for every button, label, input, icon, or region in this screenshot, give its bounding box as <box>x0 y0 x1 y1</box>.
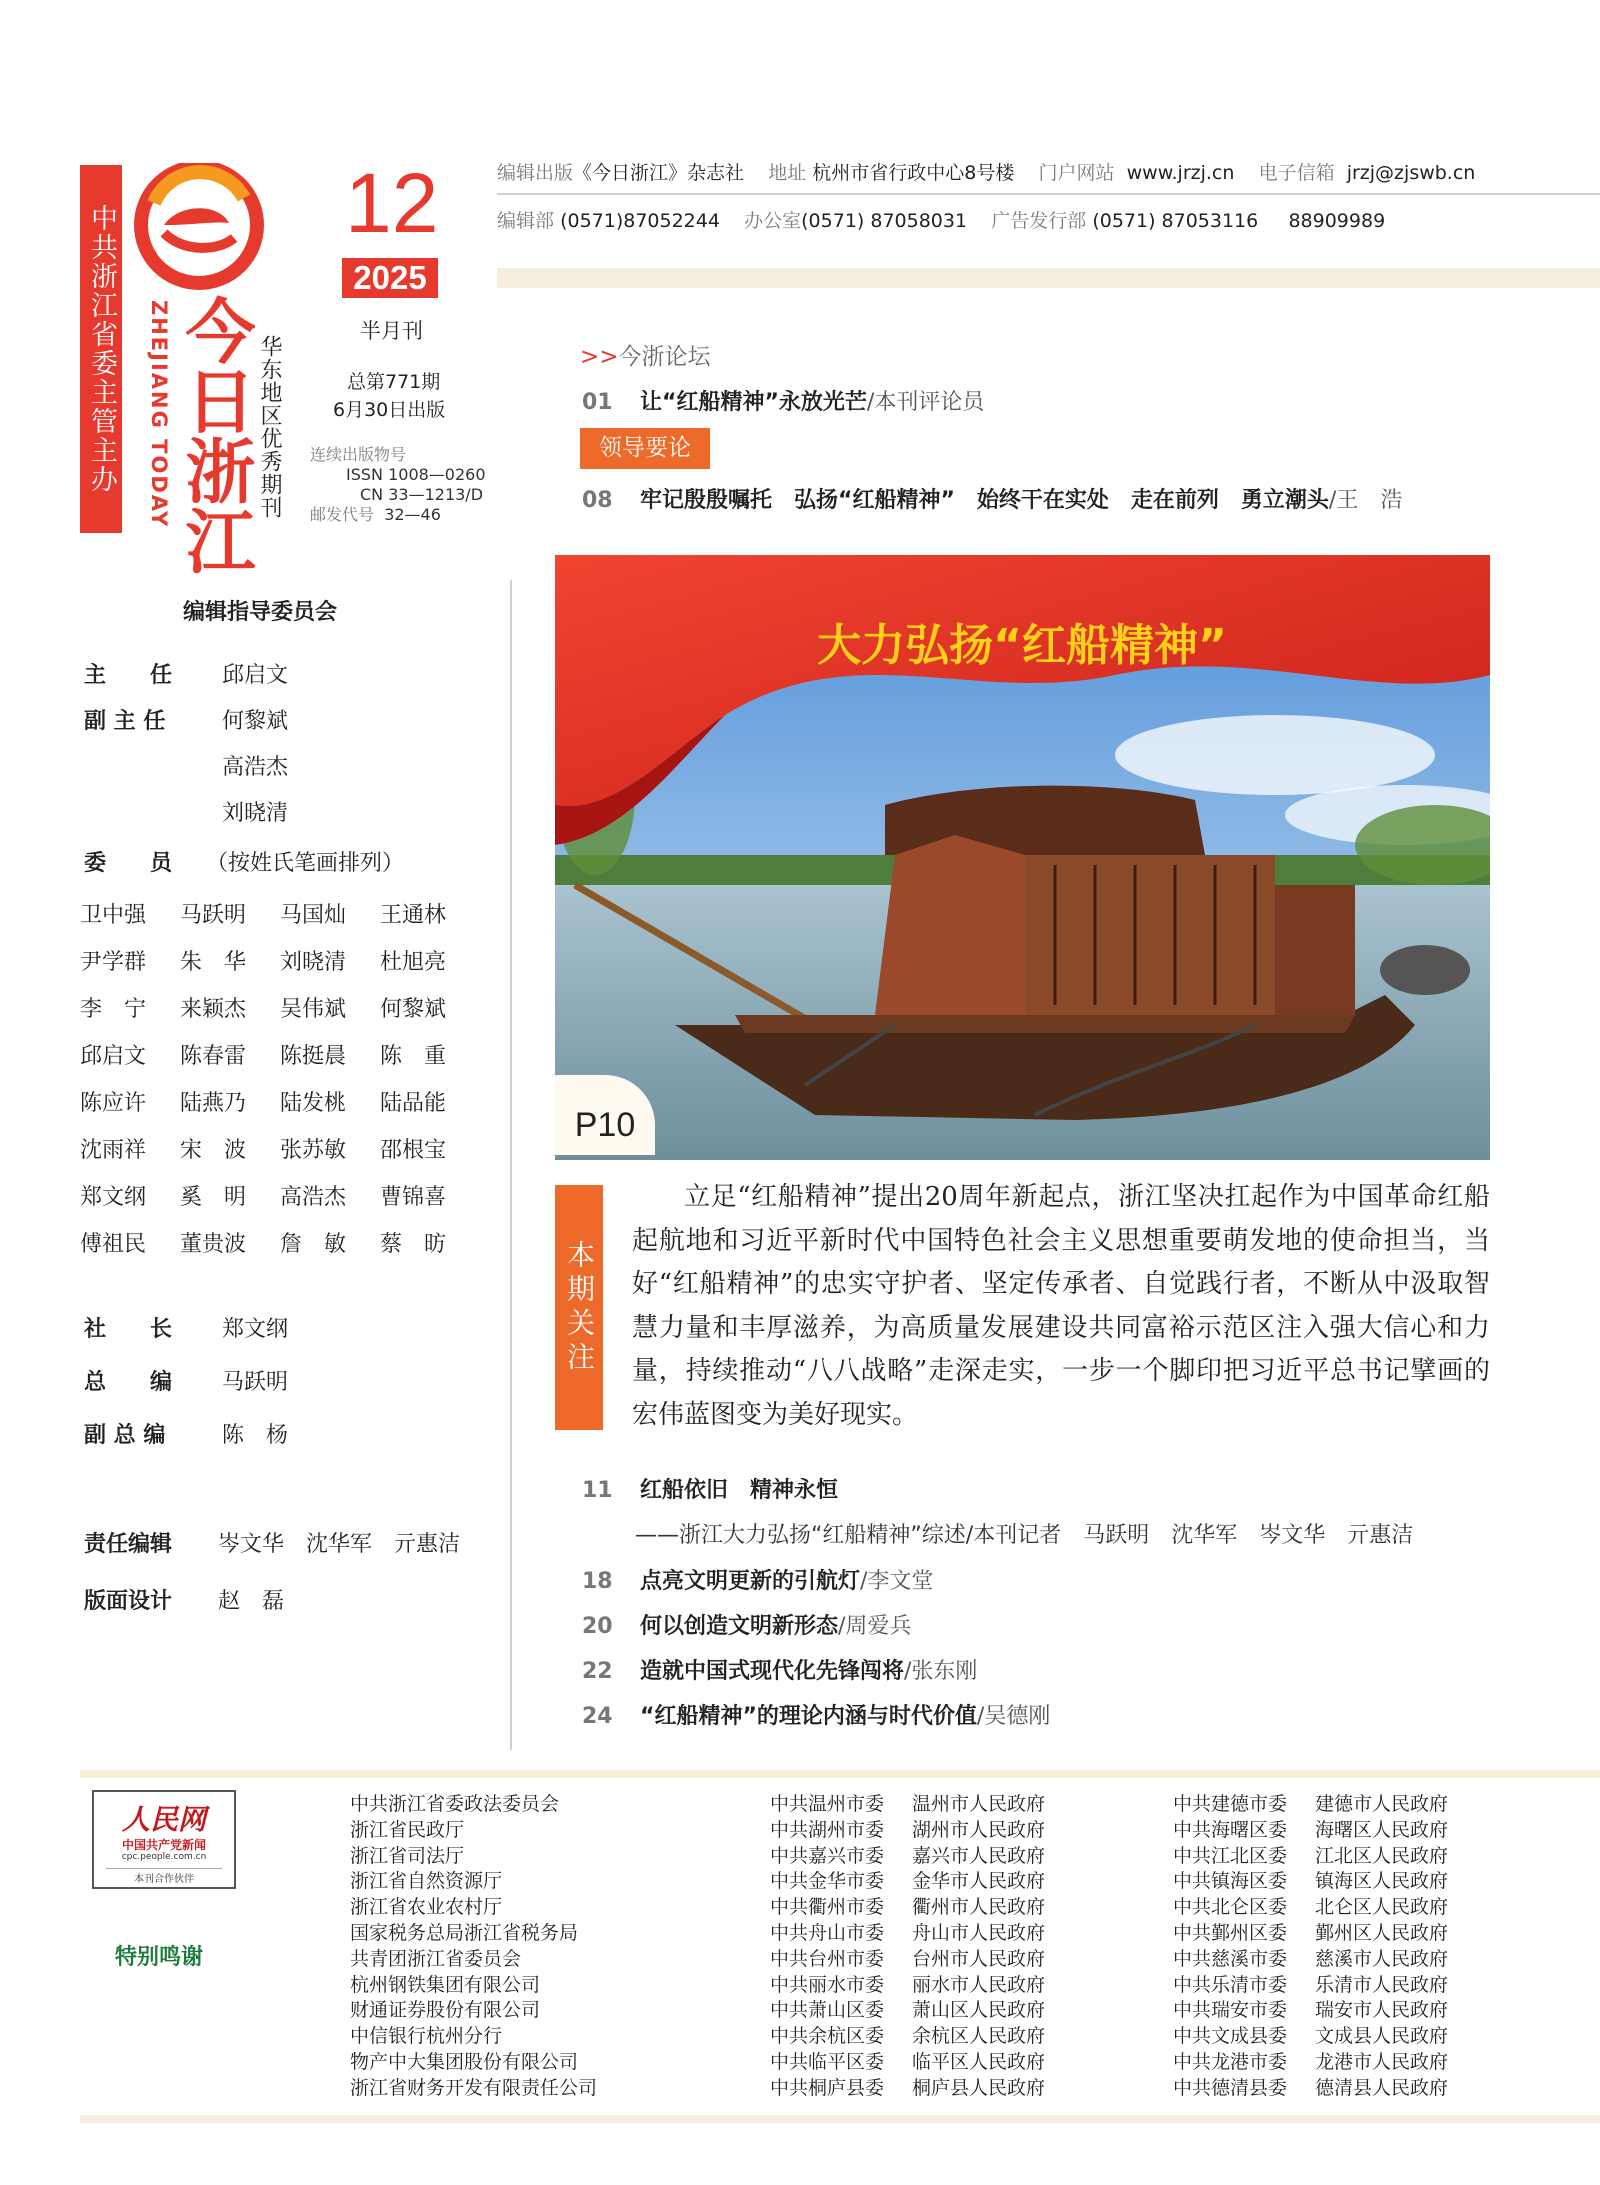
toc-page-number: 01 <box>582 390 613 415</box>
toc-title: 红船依旧 精神永恒 <box>640 1478 839 1503</box>
resp-editor-label: 责任编辑 <box>84 1532 173 1557</box>
email-link[interactable]: jrzj@zjswb.cn <box>1346 162 1476 184</box>
total-issue: 总第771期 <box>347 371 441 393</box>
thanks-org: 慈溪市人民政府 <box>1315 1947 1449 1970</box>
committee-member: 杜旭亮 <box>380 950 447 975</box>
header-divider <box>497 193 1600 195</box>
email-label: 电子信箱 <box>1258 162 1335 184</box>
thanks-org: 中共乐清市委 <box>1173 1973 1288 1996</box>
committee-member: 朱 华 <box>180 950 247 975</box>
thanks-org: 中共金华市委 <box>770 1870 885 1893</box>
staff-name: 马跃明 <box>222 1370 289 1395</box>
toc-page-number: 20 <box>582 1614 613 1639</box>
postal-code: 32—46 <box>384 505 441 524</box>
thanks-org: 临平区人民政府 <box>912 2050 1046 2073</box>
thanks-list-2 <box>770 1792 1045 2102</box>
thanks-org: 建德市人民政府 <box>1315 1793 1449 1815</box>
thanks-org: 中共江北区委 <box>1173 1844 1288 1867</box>
editors-row <box>80 1584 500 1630</box>
toc-page-number: 11 <box>582 1478 613 1503</box>
thanks-org-pair <box>770 1792 1045 1818</box>
thanks-org: 金华市人民政府 <box>912 1870 1046 1893</box>
vice-director-label: 副 主 任 <box>84 709 166 734</box>
committee-member: 陈春雷 <box>180 1044 247 1069</box>
publisher-line <box>497 158 1475 185</box>
committee-row <box>80 658 500 704</box>
header-band <box>497 268 1600 288</box>
thanks-org-pair <box>1173 2024 1448 2050</box>
staff-name: 郑文纲 <box>222 1317 289 1342</box>
toc-title: 让“红船精神”永放光芒 <box>640 390 867 415</box>
thanks-org-pair <box>770 2076 1045 2102</box>
committee-member: 陈 重 <box>380 1044 447 1069</box>
toc-author: /张东刚 <box>904 1659 978 1684</box>
partner-line1: 中国共产党新闻 <box>121 1838 206 1852</box>
thanks-org: 中共鄞州区委 <box>1173 1921 1288 1944</box>
thanks-org-pair <box>1173 2076 1448 2102</box>
toc-item[interactable] <box>582 385 984 416</box>
thanks-org: 丽水市人民政府 <box>912 1973 1046 1996</box>
thanks-org-pair <box>1173 1921 1448 1947</box>
logo-english: ZHEJIANG TODAY <box>147 300 171 529</box>
thanks-org: 中共德清县委 <box>1173 2076 1288 2099</box>
thanks-org: 嘉兴市人民政府 <box>912 1844 1046 1867</box>
committee-member: 奚 明 <box>180 1185 247 1210</box>
thanks-org: 财通证券股份有限公司 <box>350 1999 541 2022</box>
extra-phone: 88909989 <box>1288 210 1386 232</box>
staff-row <box>80 1365 500 1418</box>
website-label: 门户网站 <box>1038 162 1115 184</box>
leader-column-tag: 领导要论 <box>580 428 710 469</box>
committee-member: 李 宁 <box>80 997 147 1022</box>
thanks-org-pair <box>1173 1792 1448 1818</box>
column-divider <box>510 580 512 1750</box>
ads-phone: (0571) 87053116 <box>1092 210 1259 232</box>
publisher: 《今日浙江》杂志社 <box>573 162 745 184</box>
thanks-org: 海曙区人民政府 <box>1315 1818 1449 1841</box>
thanks-org: 浙江省自然资源厅 <box>350 1870 503 1893</box>
toc-author: /本刊评论员 <box>866 390 985 415</box>
committee-member: 高浩杰 <box>280 1185 347 1210</box>
thanks-org-pair <box>770 2024 1045 2050</box>
toc-title: 造就中国式现代化先锋闯将 <box>640 1659 905 1684</box>
toc-title: 何以创造文明新形态 <box>640 1614 839 1639</box>
thanks-org: 余杭区人民政府 <box>912 2025 1046 2048</box>
toc-page-number: 18 <box>582 1569 613 1594</box>
page-ref-badge: P10 <box>555 1075 655 1155</box>
toc-author: /王 浩 <box>1328 488 1403 513</box>
staff-role: 副 总 编 <box>84 1423 166 1448</box>
thanks-org-pair <box>770 1844 1045 1870</box>
thanks-org-pair <box>770 1895 1045 1921</box>
office-label: 办公室 <box>744 210 802 232</box>
thanks-org-pair <box>770 1921 1045 1947</box>
thanks-org: 北仑区人民政府 <box>1315 1896 1449 1919</box>
toc-item[interactable] <box>582 483 1402 514</box>
thanks-label: 特别鸣谢 <box>115 1944 204 1970</box>
thanks-org-pair <box>770 1998 1045 2024</box>
committee-member: 尹学群 <box>80 950 147 975</box>
committee-row <box>80 750 500 796</box>
thanks-org: 中共丽水市委 <box>770 1973 885 1996</box>
design-label: 版面设计 <box>84 1589 173 1614</box>
vice-director-name: 刘晓清 <box>222 801 289 826</box>
publisher-label: 编辑出版 <box>497 162 574 184</box>
ads-label: 广告发行部 <box>991 210 1087 232</box>
thanks-org-pair <box>1173 1973 1448 1999</box>
editorial-label: 编辑部 <box>497 210 555 232</box>
committee-member: 陈应许 <box>80 1091 147 1116</box>
committee-member: 何黎斌 <box>380 997 447 1022</box>
toc-item[interactable] <box>582 1699 1050 1730</box>
thanks-org: 鄞州区人民政府 <box>1315 1921 1449 1944</box>
thanks-list-3 <box>1173 1792 1448 2102</box>
resp-editor-names: 岑文华 沈华军 亓惠洁 <box>218 1532 461 1557</box>
thanks-org: 中共温州市委 <box>770 1793 885 1815</box>
issue-year: 2025 <box>342 258 438 298</box>
address-label: 地址 <box>768 162 807 184</box>
thanks-org: 中共镇海区委 <box>1173 1870 1288 1893</box>
toc-author: /吴德刚 <box>976 1704 1051 1729</box>
focus-tag: 本期关注 <box>555 1185 603 1430</box>
thanks-org-pair <box>1173 1895 1448 1921</box>
thanks-org: 中共嘉兴市委 <box>770 1844 885 1867</box>
partner-logo: 人民网 <box>121 1803 206 1836</box>
subtitle-vertical: 华东地区优秀期刊 <box>257 335 282 519</box>
committee-member: 郑文纲 <box>80 1185 147 1210</box>
serial-label: 连续出版物号 <box>310 445 407 464</box>
thanks-org-pair <box>1173 1947 1448 1973</box>
thanks-org: 龙港市人民政府 <box>1315 2050 1449 2073</box>
committee-member: 蔡 昉 <box>380 1232 447 1257</box>
thanks-org: 杭州钢铁集团有限公司 <box>350 1973 541 1996</box>
toc-title: “红船精神”的理论内涵与时代价值 <box>640 1704 977 1729</box>
thanks-org: 江北区人民政府 <box>1315 1844 1449 1867</box>
committee-member: 马国灿 <box>280 903 347 928</box>
issue-number: 12 <box>345 156 439 250</box>
thanks-org: 德清县人民政府 <box>1315 2076 1449 2099</box>
committee-row <box>80 846 500 892</box>
thanks-org: 中共湖州市委 <box>770 1818 885 1841</box>
thanks-org-pair <box>1173 2050 1448 2076</box>
thanks-org: 中共海曙区委 <box>1173 1818 1288 1841</box>
toc-page-number: 08 <box>582 488 613 513</box>
director-name: 邱启文 <box>222 663 289 688</box>
thanks-org: 中共桐庐县委 <box>770 2076 885 2099</box>
editorial-committee <box>80 595 500 1630</box>
staff-name: 陈 杨 <box>222 1423 289 1448</box>
thanks-org: 中共慈溪市委 <box>1173 1947 1288 1970</box>
thanks-org: 中共台州市委 <box>770 1947 885 1970</box>
toc-item[interactable] <box>582 1564 933 1595</box>
column-title-text: 今浙论坛 <box>618 344 711 370</box>
thanks-org: 中共萧山区委 <box>770 1999 885 2022</box>
serial-info <box>310 445 486 525</box>
vice-director-name: 何黎斌 <box>222 709 289 734</box>
toc-item[interactable] <box>582 1654 977 1685</box>
thanks-org: 浙江省财务开发有限责任公司 <box>350 2076 598 2099</box>
committee-member: 吴伟斌 <box>280 997 347 1022</box>
committee-member: 陆品能 <box>380 1091 447 1116</box>
thanks-org: 中共建德市委 <box>1173 1793 1288 1815</box>
banner-title: 大力弘扬“红船精神” <box>817 620 1227 671</box>
design-names: 赵 磊 <box>218 1589 285 1614</box>
staff-block <box>80 1312 500 1471</box>
cn-number: CN 33—1213/D <box>360 485 484 504</box>
toc-page-number: 24 <box>582 1704 613 1729</box>
committee-member: 沈雨祥 <box>80 1138 147 1163</box>
committee-member: 董贵波 <box>180 1232 247 1257</box>
logo-text: 今日浙江 <box>174 295 257 575</box>
focus-summary: 立足“红船精神”提出20周年新起点，浙江坚决扛起作为中国革命红船起航地和习近平新时代中国特色社会主义思想重要萌发地的使命担当，当好“红船精神”的忠实守护者、坚定传承者、自觉践行者，不断从中汲取智慧力量和丰厚滋养，为高质量发展建设共同富裕示范区注入强大信心和力量，持续推动“八八战略”走深走实，一步一个脚印把习近平总书记擘画的宏伟蓝图变为美好现实。 <box>632 1182 1490 1430</box>
members-note: （按姓氏笔画排列） <box>206 851 405 876</box>
thanks-org-pair <box>770 2050 1045 2076</box>
thanks-org: 舟山市人民政府 <box>912 1921 1046 1944</box>
committee-member: 宋 波 <box>180 1138 247 1163</box>
toc-page-number: 22 <box>582 1659 613 1684</box>
thanks-org-pair <box>1173 1869 1448 1895</box>
frequency: 半月刊 <box>360 319 423 343</box>
editorial-phone: (0571)87052244 <box>560 210 720 232</box>
thanks-org-pair <box>770 1818 1045 1844</box>
thanks-org: 温州市人民政府 <box>912 1793 1046 1815</box>
office-phone: (0571) 87058031 <box>801 210 968 232</box>
thanks-org: 中共临平区委 <box>770 2050 885 2073</box>
footer-band-top <box>80 1770 1600 1778</box>
committee-member: 马跃明 <box>180 903 247 928</box>
sponsor-vertical-label: 中共浙江省委主管主办 <box>80 165 122 533</box>
committee-member: 卫中强 <box>80 903 147 928</box>
staff-row <box>80 1418 500 1471</box>
thanks-org: 中共衢州市委 <box>770 1896 885 1919</box>
thanks-org: 瑞安市人民政府 <box>1315 1999 1449 2022</box>
toc-subtitle: ——浙江大力弘扬“红船精神”综述/本刊记者 马跃明 沈华军 岑文华 亓惠洁 <box>635 1523 1414 1548</box>
website-link[interactable]: www.jrzj.cn <box>1126 162 1235 184</box>
thanks-org: 浙江省司法厅 <box>350 1844 465 1867</box>
committee-member: 曹锦喜 <box>380 1185 447 1210</box>
thanks-org: 桐庐县人民政府 <box>912 2076 1046 2099</box>
thanks-org-pair <box>1173 1818 1448 1844</box>
thanks-org: 镇海区人民政府 <box>1315 1870 1449 1893</box>
partner-logo-box[interactable] <box>92 1790 236 1889</box>
feature-image[interactable] <box>555 555 1490 1160</box>
toc-item[interactable] <box>582 1473 838 1504</box>
committee-member: 陆发桃 <box>280 1091 347 1116</box>
column-title <box>580 338 711 371</box>
pub-date: 6月30日出版 <box>333 399 446 421</box>
committee-member: 邵根宝 <box>380 1138 447 1163</box>
staff-role: 社 长 <box>84 1317 173 1342</box>
committee-member: 王通林 <box>380 903 447 928</box>
thanks-org-pair <box>770 1947 1045 1973</box>
thanks-org: 中共文成县委 <box>1173 2025 1288 2048</box>
thanks-org: 乐清市人民政府 <box>1315 1973 1449 1996</box>
committee-member: 傅祖民 <box>80 1232 147 1257</box>
partner-label: 本刊合作伙伴 <box>106 1868 222 1885</box>
members-grid <box>80 898 500 1274</box>
thanks-org-pair <box>1173 1844 1448 1870</box>
thanks-org: 衢州市人民政府 <box>912 1896 1046 1919</box>
toc-author: /李文堂 <box>860 1569 934 1594</box>
committee-member: 詹 敏 <box>280 1232 347 1257</box>
thanks-org: 文成县人民政府 <box>1315 2025 1449 2048</box>
staff-row <box>80 1312 500 1365</box>
thanks-org: 共青团浙江省委员会 <box>350 1947 522 1970</box>
toc-title: 牢记殷殷嘱托 弘扬“红船精神” 始终干在实处 走在前列 勇立潮头 <box>640 488 1329 513</box>
director-label: 主 任 <box>84 663 173 688</box>
staff-role: 总 编 <box>84 1370 173 1395</box>
footer-band-bottom <box>80 2115 1600 2123</box>
editors-row <box>80 1527 500 1584</box>
thanks-org: 物产中大集团股份有限公司 <box>350 2050 579 2073</box>
toc-author: /周爱兵 <box>838 1614 912 1639</box>
thanks-org-pair <box>770 1869 1045 1895</box>
committee-member: 刘晓清 <box>280 950 347 975</box>
committee-member: 来颖杰 <box>180 997 247 1022</box>
thanks-org: 浙江省民政厅 <box>350 1818 465 1841</box>
thanks-org: 浙江省农业农村厅 <box>350 1896 503 1919</box>
thanks-org: 中共龙港市委 <box>1173 2050 1288 2073</box>
committee-member: 张苏敏 <box>280 1138 347 1163</box>
thanks-org: 萧山区人民政府 <box>912 1999 1046 2022</box>
thanks-org: 中共瑞安市委 <box>1173 1999 1288 2022</box>
issn: ISSN 1008—0260 <box>346 465 486 484</box>
committee-member: 陈挺晨 <box>280 1044 347 1069</box>
partner-url: cpc.people.com.cn <box>121 1852 207 1862</box>
committee-member: 邱启文 <box>80 1044 147 1069</box>
address: 杭州市省行政中心8号楼 <box>812 162 1015 184</box>
members-label: 委 员 <box>84 851 173 876</box>
publication-info <box>333 368 446 424</box>
toc-title: 点亮文明更新的引航灯 <box>640 1569 861 1594</box>
committee-row <box>80 704 500 750</box>
thanks-org: 中共北仑区委 <box>1173 1896 1288 1919</box>
thanks-org-pair <box>770 1973 1045 1999</box>
committee-title: 编辑指导委员会 <box>182 600 337 625</box>
thanks-org: 湖州市人民政府 <box>912 1818 1046 1841</box>
thanks-org: 中共浙江省委政法委员会 <box>350 1793 560 1815</box>
thanks-org: 中共余杭区委 <box>770 2025 885 2048</box>
thanks-org: 中共舟山市委 <box>770 1921 885 1944</box>
magazine-logo-icon <box>134 163 264 298</box>
phone-line <box>497 206 1385 233</box>
thanks-org: 中信银行杭州分行 <box>350 2025 503 2048</box>
thanks-org: 台州市人民政府 <box>912 1947 1046 1970</box>
thanks-org: 国家税务总局浙江省税务局 <box>350 1921 579 1944</box>
editors-block <box>80 1527 500 1630</box>
thanks-org-pair <box>1173 1998 1448 2024</box>
committee-member: 陆燕乃 <box>180 1091 247 1116</box>
committee-row <box>80 796 500 842</box>
postal-label: 邮发代号 <box>310 505 375 524</box>
column-arrow-icon: >> <box>580 344 619 370</box>
thanks-list-1 <box>350 1792 597 2102</box>
vice-director-name: 高浩杰 <box>222 755 289 780</box>
toc-item[interactable] <box>582 1609 911 1640</box>
